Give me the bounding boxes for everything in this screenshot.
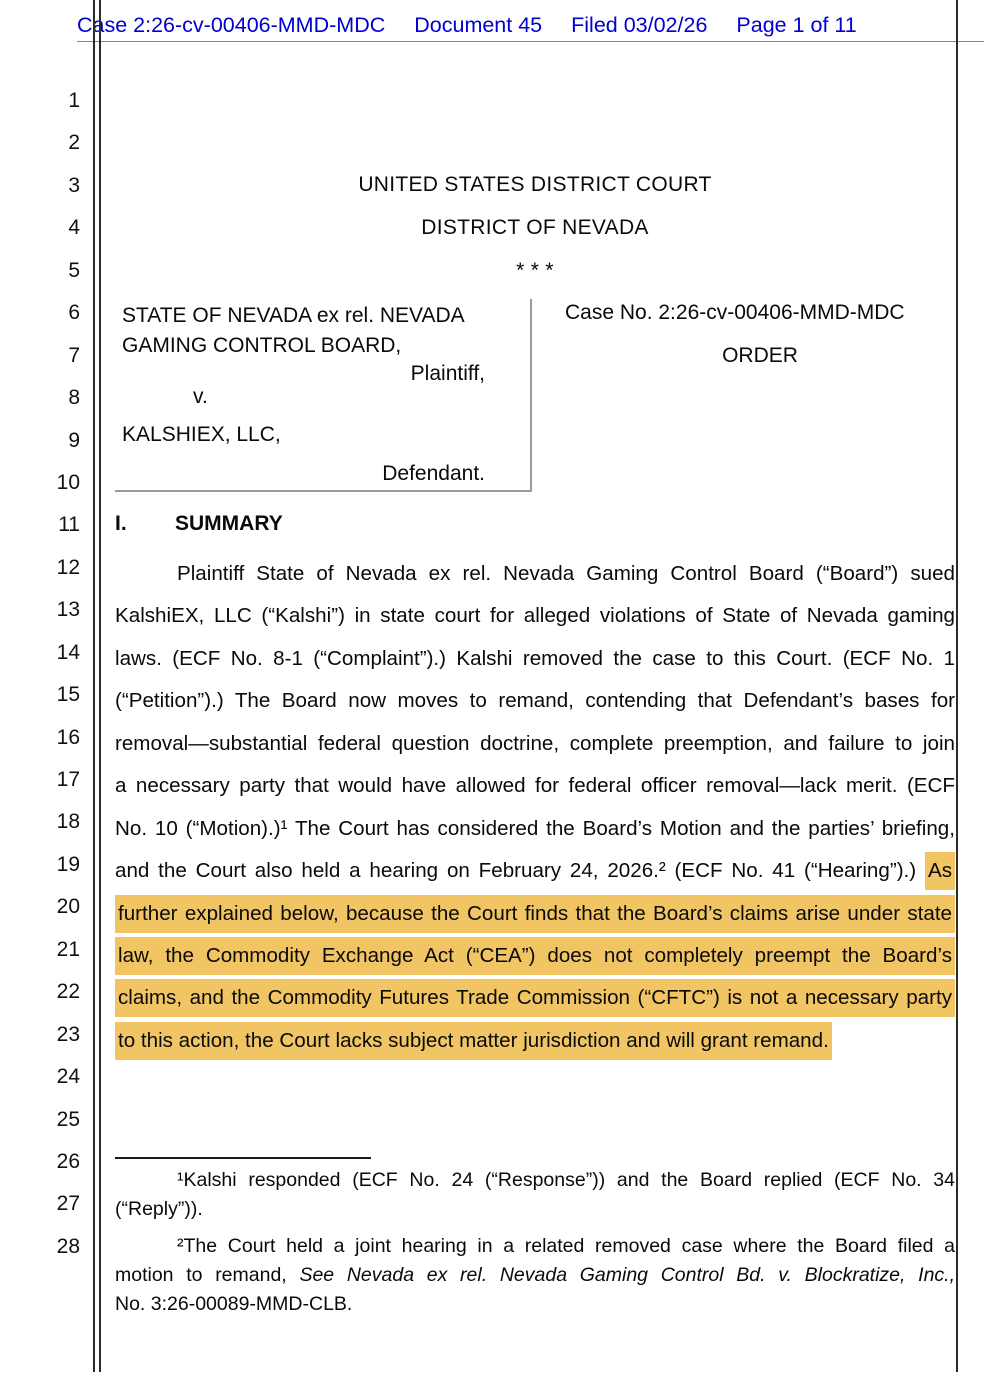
line-number: 16 (56, 725, 80, 749)
line-number: 14 (56, 640, 80, 664)
line-number: 12 (56, 555, 80, 579)
line-number: 2 (68, 131, 80, 155)
court-district: DISTRICT OF NEVADA (421, 216, 649, 239)
body-line (115, 1020, 955, 1062)
line-number: 23 (56, 1022, 80, 1046)
line-number: 10 (56, 470, 80, 494)
footnote-line: No. 3:26-00089-MMD-CLB. (115, 1293, 353, 1315)
ecf-case-number: Case 2:26-cv-00406-MMD-MDC (77, 13, 386, 37)
caption-case-info (565, 299, 955, 492)
line-number: 20 (56, 895, 80, 919)
line-number: 26 (56, 1150, 80, 1173)
pleading-right-rule (956, 0, 958, 1372)
highlighted-text: further explained below, because the Court finds that the Board’s claims arise under state (115, 895, 955, 933)
body-line: KalshiEX, LLC (“Kalshi”) in state court for alleged violations of State of Nevada gaming (115, 604, 955, 628)
ecf-page-count: Page 1 of 11 (736, 13, 857, 37)
caption-stars: * * * (516, 259, 554, 282)
line-number: 28 (56, 1234, 80, 1258)
footnote-separator (115, 1157, 371, 1159)
ecf-header-underline (77, 41, 984, 42)
body-line (115, 893, 955, 935)
defendant-role-label: Defendant. (382, 462, 485, 485)
body-line: and the Court also held a hearing on February 24, 2026.² (ECF No. 41 (“Hearing”).) As (115, 850, 955, 892)
section-roman-numeral: I. (115, 512, 127, 535)
body-line: laws. (ECF No. 8-1 (“Complaint”).) Kalshi removed the case to this Court. (ECF No. 1 (115, 646, 955, 670)
section-heading-label: SUMMARY (175, 512, 283, 535)
ecf-filed-date: Filed 03/02/26 (571, 13, 708, 37)
line-number: 8 (68, 386, 80, 410)
caption-party-box (115, 299, 532, 492)
line-number: 7 (68, 343, 80, 367)
footnote-line: ¹Kalshi responded (ECF No. 24 (“Response”)) and the Board replied (ECF No. 34 (177, 1169, 955, 1191)
versus-label: v. (193, 385, 208, 408)
ecf-document-number: Document 45 (414, 13, 543, 37)
pleading-left-double-rule (93, 0, 101, 1372)
line-number: 25 (56, 1107, 80, 1131)
line-number-gutter (0, 0, 84, 1380)
order-title: ORDER (722, 344, 798, 367)
line-number: 13 (56, 598, 80, 622)
line-number: 17 (56, 768, 80, 792)
case-caption (115, 299, 955, 492)
body-line: Plaintiff State of Nevada ex rel. Nevada Gaming Control Board (“Board”) sued (177, 562, 955, 585)
court-title: UNITED STATES DISTRICT COURT (358, 173, 712, 196)
body-line: (“Petition”).) The Board now moves to remand, contending that Defendant’s bases for (115, 689, 955, 713)
line-number: 27 (56, 1192, 80, 1216)
line-number: 4 (68, 216, 80, 240)
highlighted-text: law, the Commodity Exchange Act (“CEA”) does not completely preempt the Board’s (115, 937, 955, 975)
footnote-line: (“Reply”)). (115, 1198, 203, 1220)
line-number: 21 (56, 937, 80, 961)
line-number: 19 (56, 852, 80, 876)
line-number: 5 (68, 258, 80, 282)
body-line: No. 10 (“Motion).)¹ The Court has considered the Board’s Motion and the parties’ briefing, (115, 816, 955, 840)
body-line (115, 977, 955, 1019)
case-number: Case No. 2:26-cv-00406-MMD-MDC (565, 301, 905, 324)
footnote-line: ²The Court held a joint hearing in a related removed case where the Board filed a (177, 1235, 955, 1257)
footnote-1 (115, 1166, 955, 1224)
footnote-line: motion to remand, See Nevada ex rel. Nevada Gaming Control Bd. v. Blockratize, Inc., (115, 1264, 955, 1286)
body-line (115, 935, 955, 977)
order-body-text (115, 553, 955, 1062)
line-number: 11 (58, 513, 80, 537)
highlighted-text: As (925, 852, 955, 890)
line-number: 18 (56, 810, 80, 834)
plaintiff-name: STATE OF NEVADA ex rel. NEVADA GAMING CONTROL BOARD, (122, 304, 464, 357)
line-number: 15 (56, 683, 80, 707)
line-number: 1 (68, 89, 80, 112)
line-number: 22 (56, 980, 80, 1004)
body-line: a necessary party that would have allowed for federal officer removal—lack merit. (ECF (115, 774, 955, 798)
defendant-name: KALSHIEX, LLC, (122, 423, 281, 446)
highlighted-text: to this action, the Court lacks subject matter jurisdiction and will grant remand. (115, 1022, 832, 1060)
line-number: 24 (56, 1065, 80, 1089)
line-number: 3 (68, 173, 80, 197)
line-number: 6 (68, 301, 80, 325)
line-number: 9 (68, 428, 80, 452)
body-line: removal—substantial federal question doctrine, complete preemption, and failure to join (115, 731, 955, 755)
footnote-2 (115, 1232, 955, 1319)
ecf-stamp-header (77, 13, 857, 37)
plaintiff-role-label: Plaintiff, (410, 362, 485, 385)
highlighted-text: claims, and the Commodity Futures Trade Commission (“CFTC”) is not a necessary party (115, 979, 955, 1017)
